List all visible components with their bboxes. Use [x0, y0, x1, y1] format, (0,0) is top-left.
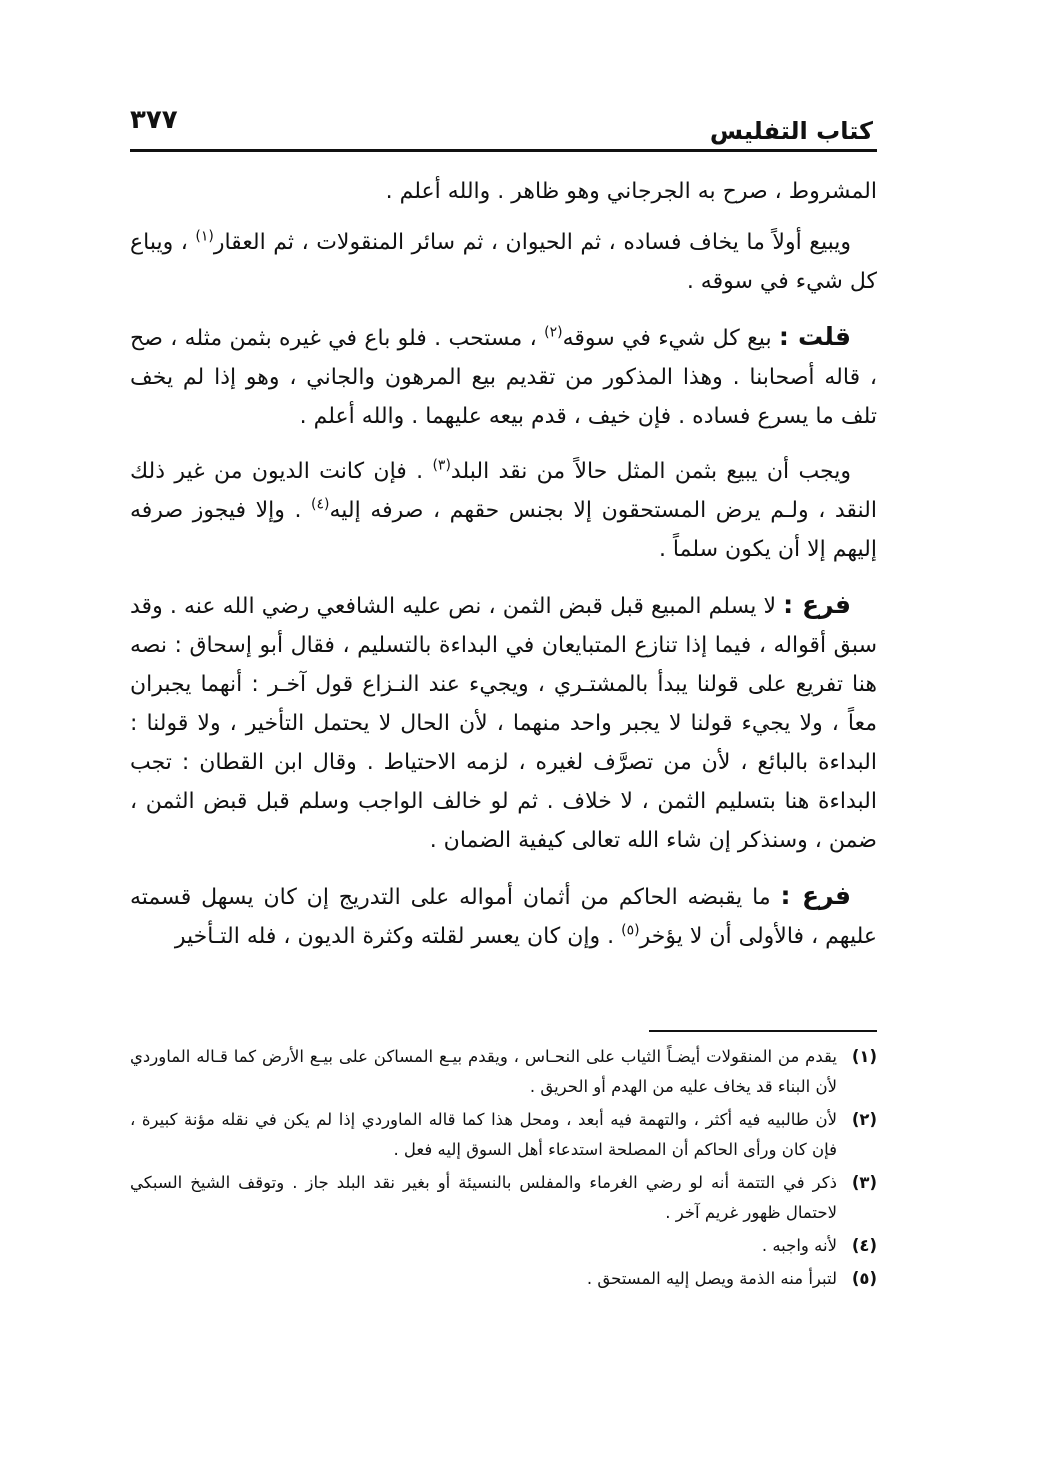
page-number: ٣٧٧ — [130, 105, 178, 135]
paragraph-far-judge: فرع : ما يقبضه الحاكم من أثمان أمواله على التدريج إن كان يسهل قسمته عليهم ، فالأولى أن لا يؤخر$^{(٥)}$ . وإن كان يعسر لقلته وكثرة الديون ، فله التـأخير — [130, 881, 877, 949]
footnote-divider — [649, 1030, 877, 1032]
footnote-number: (٥) — [851, 1269, 877, 1288]
far-lead: فرع : — [783, 590, 852, 619]
far-lead: فرع : — [780, 881, 851, 910]
paragraph-price: ويجب أن يبيع بثمن المثل حالاً من نقد البلد$^{(٣)}$ . فإن كانت الديون من غير ذلك النقد ، ولـم يرض المستحقون إلا بجنس حقهم ، صرفه إليه$^{(٤)}$ . وإلا فيجوز صرفه إليهم إلا أن يكون سلماً . — [130, 457, 877, 562]
book-page — [130, 0, 877, 1477]
footnote-ref-2[interactable]: (٢) — [544, 324, 563, 341]
footnote-number: (٣) — [851, 1173, 877, 1192]
footnote-ref-4[interactable]: (٤) — [311, 496, 330, 513]
footnote-number: (١) — [851, 1047, 877, 1066]
main-text — [130, 172, 877, 972]
paragraph-sale-order: ويبيع أولاً ما يخاف فساده ، ثم الحيوان ، ثم سائر المنقولات ، ثم العقار$^{(١)}$ ، ويباع كل شيء في سوقه . — [130, 228, 877, 294]
footnotes — [130, 1042, 877, 1297]
paragraph-continuation: المشروط ، صرح به الجرجاني وهو ظاهر . والله أعلم . — [385, 179, 877, 204]
footnote-item: (١) يقدم من المنقولات أيضـاً الثياب على النحـاس ، ويقدم بيـع المساكن على بيـع الأرض كما قـاله الماوردي لأن البناء قد يخاف عليه من الهدم أو الحريق . — [130, 1042, 877, 1102]
qultu-lead: قلت : — [778, 322, 851, 351]
paragraph-far-delivery: فرع : لا يسلم المبيع قبل قبض الثمن ، نص عليه الشافعي رضي الله عنه . وقد سبق أقواله ، فيما إذا تنازع المتبايعان في البداءة بالتسليم ، فقال أبو إسحاق : نصه هنا تفريع على قولنا يبدأ بالمشتـري ، ويجيء عند النـزاع قول آخـر : أنهما يجبران معاً ، ولا يجيء قولنا لا يجبر واحد منهما ، لأن الحال لا يحتمل التأخير ، ولا قولنا : البداءة بالبائع ، لأن من تصرَّف لغيره ، لزمه الاحتياط . وقال ابن القطان : تجب البداءة هنا بتسليم الثمن ، لا خلاف . ثم لو خالف الواجب وسلم قبل قبض الثمن ، ضمن ، وسنذكر إن شاء الله تعالى كيفية الضمان . — [130, 590, 877, 853]
footnote-number: (٢) — [851, 1110, 877, 1129]
footnote-item: (٥) لتبرأ منه الذمة ويصل إليه المستحق . — [130, 1264, 877, 1294]
footnote-ref-3[interactable]: (٣) — [432, 457, 451, 474]
footnote-number: (٤) — [851, 1236, 877, 1255]
footnote-ref-5[interactable]: (٥) — [621, 922, 640, 939]
page-header — [130, 105, 877, 152]
footnote-item: (٣) ذكر في التتمة أنه لو رضي الغرماء والمفلس بالنسيئة أو بغير نقد البلد جاز . وتوقف الشيخ السبكي لاحتمال ظهور غريم آخر . — [130, 1168, 877, 1228]
footnote-ref-1[interactable]: (١) — [195, 228, 214, 245]
paragraph-qultu: قلت : بيع كل شيء في سوقه$^{(٢)}$ ، مستحب . فلو باع في غيره بثمن مثله ، صح ، قاله أصحابنا . وهذا المذكور من تقديم بيع المرهون والجاني ، وهو إذا لم يخف تلف ما يسرع فساده . فإن خيف ، قدم بيعه عليهما . والله أعلم . — [130, 322, 877, 429]
book-title: كتاب التفليس — [709, 117, 873, 145]
footnote-item: (٤) لأنه واجبه . — [130, 1231, 877, 1261]
footnote-item: (٢) لأن طالبيه فيه أكثر ، والتهمة فيه أبعد ، ومحل هذا كما قاله الماوردي إذا لم يكن في نقله مؤنة كبيرة ، فإن كان ورأى الحاكم أن المصلحة استدعاء أهل السوق إليه فعل . — [130, 1105, 877, 1165]
